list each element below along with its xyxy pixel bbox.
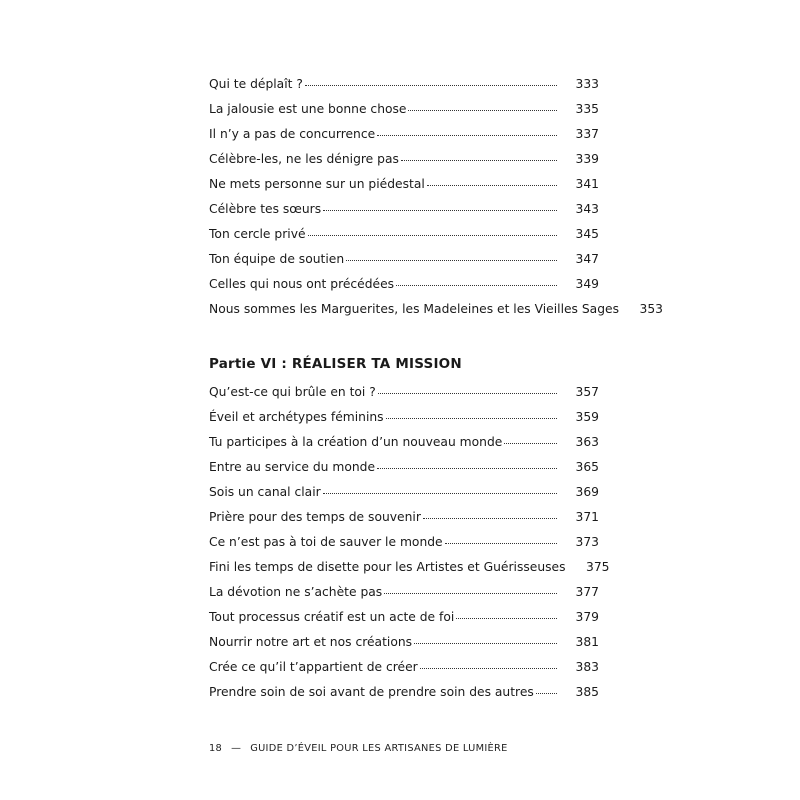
- toc-entry-title: La dévotion ne s’achète pas: [209, 585, 383, 599]
- footer-separator: —: [231, 743, 242, 754]
- toc-entry-page: 379: [575, 610, 599, 624]
- toc-entry-title: Prendre soin de soi avant de prendre soin des autres: [209, 685, 534, 699]
- toc-leader-dots: [305, 76, 557, 88]
- toc-leader-dots: [456, 609, 557, 621]
- page-footer: [209, 743, 508, 754]
- footer-book-title: GUIDE D’ÉVEIL POUR LES ARTISANES DE LUMIÈRE: [250, 743, 508, 754]
- toc-leader-dots: [445, 534, 557, 546]
- toc-entry-page: 337: [575, 127, 599, 141]
- toc-leader-dots: [386, 409, 557, 421]
- toc-entry: [209, 247, 599, 272]
- toc-leader-dots: [346, 251, 557, 263]
- toc-leader-dots: [504, 434, 557, 446]
- toc-entry: [209, 147, 599, 172]
- toc-list-part-v: [209, 72, 663, 322]
- toc-entry-page: 377: [575, 585, 599, 599]
- toc-entry-title: Celles qui nous ont précédées: [209, 277, 395, 291]
- toc-entry: [209, 122, 599, 147]
- toc-entry-title: Célèbre tes sœurs: [209, 202, 322, 216]
- toc-entry-title: Ton équipe de soutien: [209, 252, 345, 266]
- toc-entry-title: Tout processus créatif est un acte de foi: [209, 610, 455, 624]
- toc-leader-dots: [377, 459, 557, 471]
- toc-entry: [209, 605, 599, 630]
- toc-entry-title: Sois un canal clair: [209, 485, 321, 499]
- toc-entry: [209, 430, 599, 455]
- toc-entry-page: 349: [575, 277, 599, 291]
- toc-entry: [209, 480, 599, 505]
- toc-entry-title: Nous sommes les Marguerites, les Madeleines et les Vieilles Sages: [209, 302, 619, 316]
- toc-entry-title: Fini les temps de disette pour les Artistes et Guérisseuses: [209, 560, 566, 574]
- toc-entry-title: Entre au service du monde: [209, 460, 376, 474]
- toc-entry-page: 365: [575, 460, 599, 474]
- toc-entry: [209, 455, 599, 480]
- toc-entry-title: La jalousie est une bonne chose: [209, 102, 407, 116]
- toc-entry: [209, 380, 599, 405]
- toc-entry-page: 363: [575, 435, 599, 449]
- toc-entry: [209, 172, 599, 197]
- toc-entry-title: Qu’est-ce qui brûle en toi ?: [209, 385, 376, 399]
- toc-entry-page: 345: [575, 227, 599, 241]
- toc-entry: [209, 72, 599, 97]
- toc-leader-dots: [427, 176, 557, 188]
- toc-leader-dots: [414, 634, 557, 646]
- toc-entry: [209, 680, 599, 705]
- toc-entry: [209, 297, 663, 322]
- toc-entry-page: 335: [575, 102, 599, 116]
- toc-entry: [209, 405, 599, 430]
- toc-leader-dots: [384, 584, 557, 596]
- toc-entry-page: 383: [575, 660, 599, 674]
- toc-entry-title: Ton cercle privé: [209, 227, 306, 241]
- toc-entry: [209, 197, 599, 222]
- toc-entry-page: 373: [575, 535, 599, 549]
- toc-entry: [209, 580, 599, 605]
- toc-entry-title: Nourrir notre art et nos créations: [209, 635, 413, 649]
- toc-leader-dots: [377, 126, 557, 138]
- toc-leader-dots: [420, 659, 557, 671]
- toc-leader-dots: [396, 276, 557, 288]
- toc-entry: [209, 222, 599, 247]
- toc-entry-title: Éveil et archétypes féminins: [209, 410, 384, 424]
- toc-entry-page: 357: [575, 385, 599, 399]
- toc-entry-page: 369: [575, 485, 599, 499]
- section-heading: Partie VI : RÉALISER TA MISSION: [209, 356, 462, 372]
- toc-entry-page: 381: [575, 635, 599, 649]
- toc-leader-dots: [323, 484, 557, 496]
- toc-entry: [209, 530, 599, 555]
- toc-entry: [209, 555, 610, 580]
- toc-entry-page: 371: [575, 510, 599, 524]
- toc-entry-page: 353: [639, 302, 663, 316]
- toc-leader-dots: [323, 201, 557, 213]
- toc-entry-title: Qui te déplaît ?: [209, 77, 303, 91]
- toc-entry-page: 359: [575, 410, 599, 424]
- toc-entry-title: Il n’y a pas de concurrence: [209, 127, 376, 141]
- toc-entry-title: Ne mets personne sur un piédestal: [209, 177, 425, 191]
- toc-list-part-vi: [209, 380, 610, 705]
- toc-leader-dots: [401, 151, 557, 163]
- toc-entry-title: Prière pour des temps de souvenir: [209, 510, 421, 524]
- toc-entry: [209, 655, 599, 680]
- toc-leader-dots: [536, 684, 557, 696]
- toc-entry-title: Tu participes à la création d’un nouveau monde: [209, 435, 503, 449]
- toc-entry-page: 341: [575, 177, 599, 191]
- toc-leader-dots: [308, 226, 557, 238]
- toc-entry-page: 375: [586, 560, 610, 574]
- toc-entry-page: 347: [575, 252, 599, 266]
- toc-entry: [209, 272, 599, 297]
- toc-entry-title: Célèbre-les, ne les dénigre pas: [209, 152, 399, 166]
- toc-entry-title: Ce n’est pas à toi de sauver le monde: [209, 535, 443, 549]
- toc-entry: [209, 505, 599, 530]
- toc-entry-page: 385: [575, 685, 599, 699]
- toc-leader-dots: [423, 509, 557, 521]
- toc-entry: [209, 630, 599, 655]
- toc-entry-page: 343: [575, 202, 599, 216]
- footer-page-number: 18: [209, 743, 223, 754]
- toc-entry-title: Crée ce qu’il t’appartient de créer: [209, 660, 418, 674]
- toc-leader-dots: [408, 101, 557, 113]
- toc-entry: [209, 97, 599, 122]
- toc-leader-dots: [378, 384, 557, 396]
- toc-entry-page: 339: [575, 152, 599, 166]
- toc-entry-page: 333: [575, 77, 599, 91]
